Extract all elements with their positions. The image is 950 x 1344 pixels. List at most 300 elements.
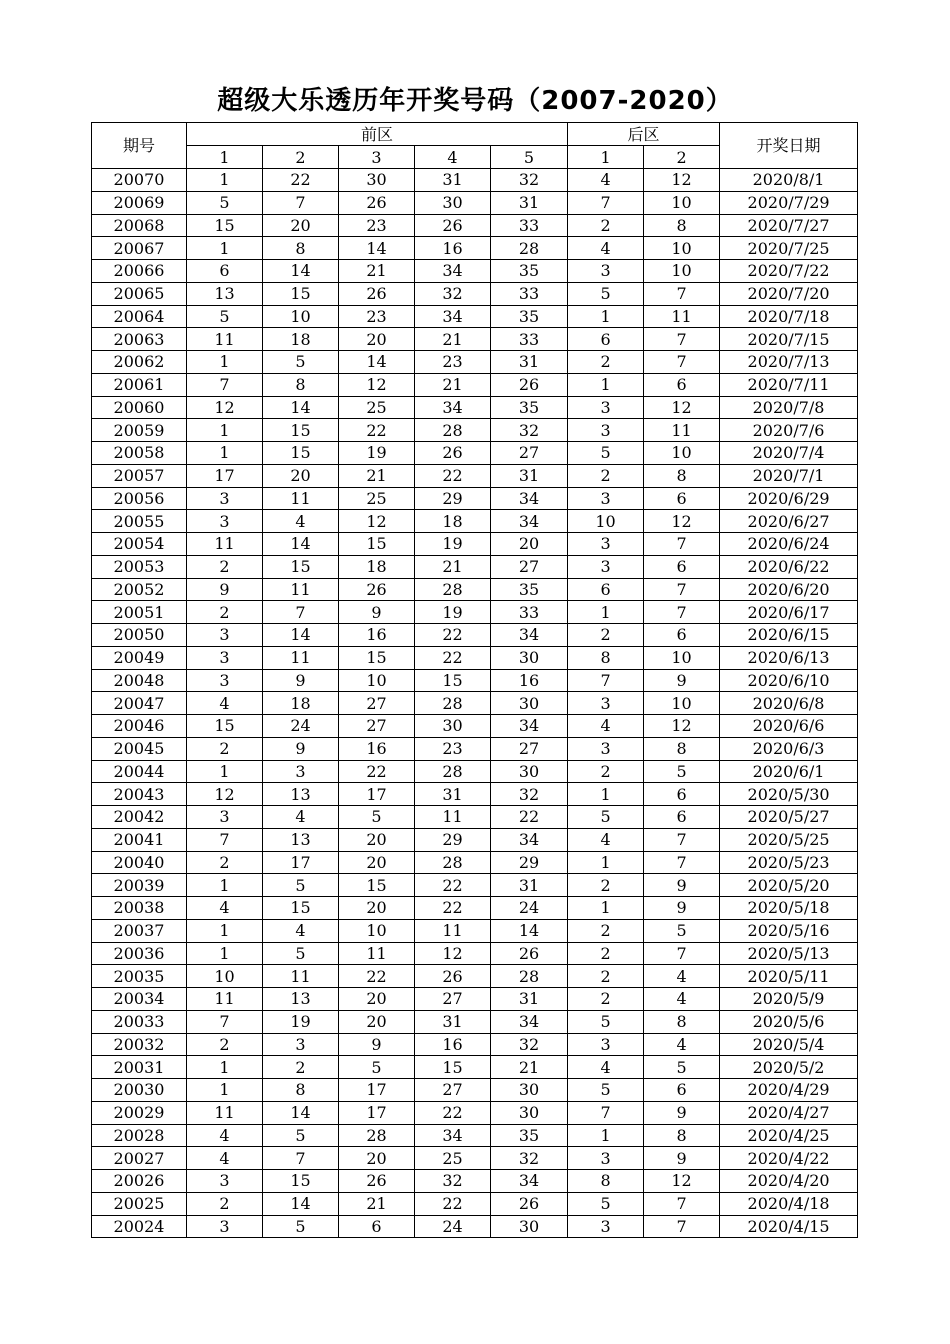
front-number-cell: 15	[187, 715, 263, 738]
front-number-cell: 34	[491, 1010, 568, 1033]
back-number-cell: 4	[568, 169, 644, 192]
front-number-cell: 26	[491, 373, 568, 396]
front-number-cell: 2	[187, 555, 263, 578]
front-number-cell: 1	[187, 1079, 263, 1102]
table-row	[92, 169, 858, 192]
front-number-cell: 7	[187, 373, 263, 396]
date-cell: 2020/7/18	[720, 305, 858, 328]
front-number-cell: 1	[187, 919, 263, 942]
table-row	[92, 874, 858, 897]
back-number-cell: 4	[568, 1056, 644, 1079]
date-cell: 2020/6/20	[720, 578, 858, 601]
front-number-cell: 33	[491, 328, 568, 351]
issue-cell: 20038	[92, 897, 187, 920]
front-number-cell: 12	[187, 396, 263, 419]
table-row	[92, 373, 858, 396]
table-row	[92, 578, 858, 601]
front-number-cell: 12	[339, 373, 415, 396]
back-number-cell: 2	[568, 965, 644, 988]
issue-cell: 20070	[92, 169, 187, 192]
front-number-cell: 27	[491, 442, 568, 465]
front-number-cell: 26	[339, 1170, 415, 1193]
header-issue: 期号	[92, 123, 187, 169]
date-cell: 2020/7/22	[720, 260, 858, 283]
back-number-cell: 3	[568, 396, 644, 419]
front-number-cell: 18	[263, 328, 339, 351]
date-cell: 2020/5/27	[720, 806, 858, 829]
front-number-cell: 9	[187, 578, 263, 601]
back-number-cell: 12	[644, 1170, 720, 1193]
date-cell: 2020/6/27	[720, 510, 858, 533]
table-row	[92, 1170, 858, 1193]
date-cell: 2020/6/6	[720, 715, 858, 738]
table-row	[92, 260, 858, 283]
lottery-results-table	[91, 122, 858, 1238]
date-cell: 2020/7/27	[720, 214, 858, 237]
front-number-cell: 19	[415, 601, 491, 624]
table-row	[92, 305, 858, 328]
front-number-cell: 25	[339, 487, 415, 510]
front-number-cell: 20	[339, 328, 415, 351]
back-number-cell: 5	[568, 1079, 644, 1102]
back-number-cell: 10	[644, 692, 720, 715]
front-number-cell: 30	[415, 715, 491, 738]
back-number-cell: 12	[644, 715, 720, 738]
back-number-cell: 8	[568, 646, 644, 669]
date-cell: 2020/6/17	[720, 601, 858, 624]
issue-cell: 20065	[92, 282, 187, 305]
back-number-cell: 7	[644, 282, 720, 305]
front-number-cell: 14	[263, 260, 339, 283]
issue-cell: 20062	[92, 351, 187, 374]
front-number-cell: 22	[415, 874, 491, 897]
front-number-cell: 21	[415, 373, 491, 396]
header-front-zone: 前区	[187, 123, 568, 146]
front-number-cell: 15	[263, 1170, 339, 1193]
issue-cell: 20066	[92, 260, 187, 283]
front-number-cell: 35	[491, 260, 568, 283]
issue-cell: 20036	[92, 942, 187, 965]
table-header	[92, 123, 858, 169]
front-number-cell: 28	[491, 965, 568, 988]
issue-cell: 20059	[92, 419, 187, 442]
table-row	[92, 988, 858, 1011]
date-cell: 2020/4/15	[720, 1215, 858, 1238]
front-number-cell: 26	[491, 942, 568, 965]
front-number-cell: 22	[415, 1192, 491, 1215]
front-number-cell: 20	[339, 851, 415, 874]
front-number-cell: 28	[415, 692, 491, 715]
front-number-cell: 33	[491, 282, 568, 305]
front-number-cell: 9	[339, 601, 415, 624]
front-number-cell: 7	[263, 191, 339, 214]
front-number-cell: 5	[187, 191, 263, 214]
issue-cell: 20068	[92, 214, 187, 237]
back-number-cell: 2	[568, 351, 644, 374]
issue-cell: 20053	[92, 555, 187, 578]
front-number-cell: 3	[263, 1033, 339, 1056]
front-number-cell: 3	[187, 510, 263, 533]
back-number-cell: 4	[644, 988, 720, 1011]
front-number-cell: 15	[263, 442, 339, 465]
front-number-cell: 4	[187, 897, 263, 920]
front-number-cell: 16	[339, 737, 415, 760]
front-number-cell: 27	[491, 737, 568, 760]
issue-cell: 20040	[92, 851, 187, 874]
front-number-cell: 3	[187, 806, 263, 829]
date-cell: 2020/6/24	[720, 533, 858, 556]
issue-cell: 20024	[92, 1215, 187, 1238]
back-number-cell: 1	[568, 373, 644, 396]
front-number-cell: 32	[491, 1147, 568, 1170]
back-number-cell: 9	[644, 897, 720, 920]
front-number-cell: 24	[491, 897, 568, 920]
front-number-cell: 5	[263, 942, 339, 965]
front-number-cell: 2	[187, 737, 263, 760]
back-number-cell: 9	[644, 874, 720, 897]
back-number-cell: 10	[644, 646, 720, 669]
front-number-cell: 31	[491, 351, 568, 374]
back-number-cell: 5	[644, 1056, 720, 1079]
back-number-cell: 8	[644, 464, 720, 487]
front-number-cell: 35	[491, 578, 568, 601]
back-number-cell: 6	[644, 373, 720, 396]
front-number-cell: 1	[187, 169, 263, 192]
issue-cell: 20027	[92, 1147, 187, 1170]
date-cell: 2020/7/4	[720, 442, 858, 465]
front-number-cell: 3	[187, 487, 263, 510]
back-number-cell: 2	[568, 919, 644, 942]
table-row	[92, 715, 858, 738]
front-number-cell: 26	[415, 442, 491, 465]
back-number-cell: 7	[644, 828, 720, 851]
table-row	[92, 396, 858, 419]
front-number-cell: 28	[415, 419, 491, 442]
front-number-cell: 6	[339, 1215, 415, 1238]
front-number-cell: 27	[415, 988, 491, 1011]
date-cell: 2020/5/4	[720, 1033, 858, 1056]
front-number-cell: 8	[263, 1079, 339, 1102]
front-number-cell: 16	[415, 237, 491, 260]
date-cell: 2020/4/20	[720, 1170, 858, 1193]
back-number-cell: 2	[568, 988, 644, 1011]
front-number-cell: 34	[415, 305, 491, 328]
front-number-cell: 10	[187, 965, 263, 988]
issue-cell: 20054	[92, 533, 187, 556]
back-number-cell: 7	[644, 578, 720, 601]
table-row	[92, 464, 858, 487]
back-number-cell: 7	[568, 191, 644, 214]
back-number-cell: 2	[568, 874, 644, 897]
front-number-cell: 34	[415, 260, 491, 283]
header-front-col: 5	[491, 146, 568, 169]
table-row	[92, 624, 858, 647]
table-row	[92, 965, 858, 988]
back-number-cell: 4	[644, 965, 720, 988]
back-number-cell: 2	[568, 624, 644, 647]
table-row	[92, 851, 858, 874]
table-row	[92, 487, 858, 510]
date-cell: 2020/4/25	[720, 1124, 858, 1147]
back-number-cell: 7	[644, 601, 720, 624]
back-number-cell: 8	[568, 1170, 644, 1193]
back-number-cell: 6	[644, 1079, 720, 1102]
front-number-cell: 30	[491, 646, 568, 669]
front-number-cell: 27	[491, 555, 568, 578]
date-cell: 2020/6/13	[720, 646, 858, 669]
date-cell: 2020/5/9	[720, 988, 858, 1011]
front-number-cell: 11	[263, 487, 339, 510]
issue-cell: 20048	[92, 669, 187, 692]
back-number-cell: 6	[644, 806, 720, 829]
date-cell: 2020/5/6	[720, 1010, 858, 1033]
front-number-cell: 22	[263, 169, 339, 192]
front-number-cell: 22	[339, 965, 415, 988]
back-number-cell: 7	[568, 1101, 644, 1124]
front-number-cell: 11	[263, 646, 339, 669]
back-number-cell: 1	[568, 1124, 644, 1147]
front-number-cell: 21	[339, 464, 415, 487]
front-number-cell: 28	[415, 851, 491, 874]
front-number-cell: 16	[491, 669, 568, 692]
date-cell: 2020/5/20	[720, 874, 858, 897]
front-number-cell: 14	[263, 624, 339, 647]
back-number-cell: 3	[568, 487, 644, 510]
front-number-cell: 30	[415, 191, 491, 214]
front-number-cell: 34	[491, 715, 568, 738]
date-cell: 2020/6/1	[720, 760, 858, 783]
table-row	[92, 692, 858, 715]
front-number-cell: 26	[491, 1192, 568, 1215]
date-cell: 2020/5/13	[720, 942, 858, 965]
back-number-cell: 1	[568, 601, 644, 624]
header-back-col: 2	[644, 146, 720, 169]
front-number-cell: 32	[491, 169, 568, 192]
front-number-cell: 34	[491, 624, 568, 647]
back-number-cell: 6	[644, 624, 720, 647]
front-number-cell: 11	[415, 919, 491, 942]
front-number-cell: 20	[263, 464, 339, 487]
front-number-cell: 15	[339, 874, 415, 897]
issue-cell: 20030	[92, 1079, 187, 1102]
table-row	[92, 1056, 858, 1079]
front-number-cell: 15	[263, 282, 339, 305]
front-number-cell: 27	[415, 1079, 491, 1102]
back-number-cell: 1	[568, 305, 644, 328]
front-number-cell: 21	[491, 1056, 568, 1079]
date-cell: 2020/4/18	[720, 1192, 858, 1215]
front-number-cell: 32	[491, 783, 568, 806]
back-number-cell: 4	[644, 1033, 720, 1056]
front-number-cell: 23	[339, 305, 415, 328]
table-row	[92, 328, 858, 351]
front-number-cell: 33	[491, 214, 568, 237]
table-row	[92, 783, 858, 806]
back-number-cell: 7	[644, 1215, 720, 1238]
front-number-cell: 11	[263, 965, 339, 988]
front-number-cell: 26	[339, 191, 415, 214]
front-number-cell: 16	[415, 1033, 491, 1056]
front-number-cell: 31	[415, 169, 491, 192]
issue-cell: 20060	[92, 396, 187, 419]
issue-cell: 20063	[92, 328, 187, 351]
issue-cell: 20051	[92, 601, 187, 624]
front-number-cell: 10	[339, 669, 415, 692]
front-number-cell: 2	[263, 1056, 339, 1079]
date-cell: 2020/5/2	[720, 1056, 858, 1079]
front-number-cell: 30	[491, 1079, 568, 1102]
table-row	[92, 806, 858, 829]
back-number-cell: 7	[644, 1192, 720, 1215]
front-number-cell: 10	[339, 919, 415, 942]
front-number-cell: 32	[415, 1170, 491, 1193]
front-number-cell: 4	[263, 510, 339, 533]
back-number-cell: 2	[568, 760, 644, 783]
table-row	[92, 1124, 858, 1147]
front-number-cell: 5	[263, 1124, 339, 1147]
issue-cell: 20035	[92, 965, 187, 988]
back-number-cell: 1	[568, 897, 644, 920]
front-number-cell: 16	[339, 624, 415, 647]
front-number-cell: 19	[339, 442, 415, 465]
front-number-cell: 20	[339, 897, 415, 920]
front-number-cell: 21	[339, 1192, 415, 1215]
front-number-cell: 22	[415, 624, 491, 647]
back-number-cell: 5	[568, 282, 644, 305]
table-row	[92, 555, 858, 578]
front-number-cell: 17	[339, 1079, 415, 1102]
front-number-cell: 20	[339, 1147, 415, 1170]
date-cell: 2020/4/29	[720, 1079, 858, 1102]
front-number-cell: 6	[187, 260, 263, 283]
issue-cell: 20026	[92, 1170, 187, 1193]
issue-cell: 20069	[92, 191, 187, 214]
table-body	[92, 169, 858, 1238]
front-number-cell: 13	[263, 783, 339, 806]
front-number-cell: 25	[415, 1147, 491, 1170]
front-number-cell: 11	[187, 1101, 263, 1124]
table-row	[92, 669, 858, 692]
table-row	[92, 191, 858, 214]
front-number-cell: 32	[415, 282, 491, 305]
back-number-cell: 6	[568, 578, 644, 601]
date-cell: 2020/7/8	[720, 396, 858, 419]
table-row	[92, 1033, 858, 1056]
front-number-cell: 11	[187, 533, 263, 556]
front-number-cell: 3	[187, 1215, 263, 1238]
table-row	[92, 942, 858, 965]
header-front-col: 1	[187, 146, 263, 169]
front-number-cell: 34	[415, 1124, 491, 1147]
front-number-cell: 30	[491, 692, 568, 715]
front-number-cell: 1	[187, 1056, 263, 1079]
front-number-cell: 23	[415, 351, 491, 374]
front-number-cell: 17	[339, 783, 415, 806]
front-number-cell: 24	[263, 715, 339, 738]
front-number-cell: 22	[339, 760, 415, 783]
table-row	[92, 897, 858, 920]
front-number-cell: 5	[187, 305, 263, 328]
front-number-cell: 24	[415, 1215, 491, 1238]
front-number-cell: 3	[263, 760, 339, 783]
back-number-cell: 6	[568, 328, 644, 351]
back-number-cell: 5	[644, 760, 720, 783]
issue-cell: 20047	[92, 692, 187, 715]
issue-cell: 20067	[92, 237, 187, 260]
back-number-cell: 3	[568, 555, 644, 578]
table-row	[92, 737, 858, 760]
back-number-cell: 11	[644, 419, 720, 442]
issue-cell: 20041	[92, 828, 187, 851]
front-number-cell: 2	[187, 601, 263, 624]
date-cell: 2020/6/3	[720, 737, 858, 760]
table-row	[92, 601, 858, 624]
front-number-cell: 17	[339, 1101, 415, 1124]
issue-cell: 20056	[92, 487, 187, 510]
table-row	[92, 1010, 858, 1033]
front-number-cell: 29	[491, 851, 568, 874]
front-number-cell: 7	[187, 1010, 263, 1033]
back-number-cell: 10	[644, 237, 720, 260]
front-number-cell: 13	[187, 282, 263, 305]
front-number-cell: 26	[415, 214, 491, 237]
issue-cell: 20049	[92, 646, 187, 669]
date-cell: 2020/7/11	[720, 373, 858, 396]
front-number-cell: 34	[491, 1170, 568, 1193]
date-cell: 2020/5/16	[720, 919, 858, 942]
back-number-cell: 3	[568, 1215, 644, 1238]
date-cell: 2020/7/15	[720, 328, 858, 351]
header-front-col: 2	[263, 146, 339, 169]
front-number-cell: 5	[339, 1056, 415, 1079]
date-cell: 2020/6/8	[720, 692, 858, 715]
date-cell: 2020/8/1	[720, 169, 858, 192]
front-number-cell: 22	[415, 464, 491, 487]
front-number-cell: 4	[263, 919, 339, 942]
date-cell: 2020/7/25	[720, 237, 858, 260]
front-number-cell: 32	[491, 1033, 568, 1056]
issue-cell: 20055	[92, 510, 187, 533]
front-number-cell: 12	[339, 510, 415, 533]
header-front-col: 3	[339, 146, 415, 169]
front-number-cell: 3	[187, 669, 263, 692]
front-number-cell: 2	[187, 1033, 263, 1056]
back-number-cell: 4	[568, 828, 644, 851]
table-row	[92, 533, 858, 556]
front-number-cell: 11	[415, 806, 491, 829]
table-row	[92, 760, 858, 783]
front-number-cell: 14	[339, 351, 415, 374]
front-number-cell: 29	[415, 828, 491, 851]
issue-cell: 20029	[92, 1101, 187, 1124]
front-number-cell: 20	[339, 1010, 415, 1033]
header-back-zone: 后区	[568, 123, 720, 146]
issue-cell: 20044	[92, 760, 187, 783]
front-number-cell: 22	[415, 1101, 491, 1124]
table-row	[92, 282, 858, 305]
front-number-cell: 22	[415, 897, 491, 920]
front-number-cell: 27	[339, 692, 415, 715]
front-number-cell: 23	[415, 737, 491, 760]
header-back-col: 1	[568, 146, 644, 169]
front-number-cell: 29	[415, 487, 491, 510]
front-number-cell: 28	[491, 237, 568, 260]
front-number-cell: 26	[339, 578, 415, 601]
front-number-cell: 28	[415, 578, 491, 601]
back-number-cell: 7	[568, 669, 644, 692]
back-number-cell: 10	[568, 510, 644, 533]
front-number-cell: 17	[187, 464, 263, 487]
